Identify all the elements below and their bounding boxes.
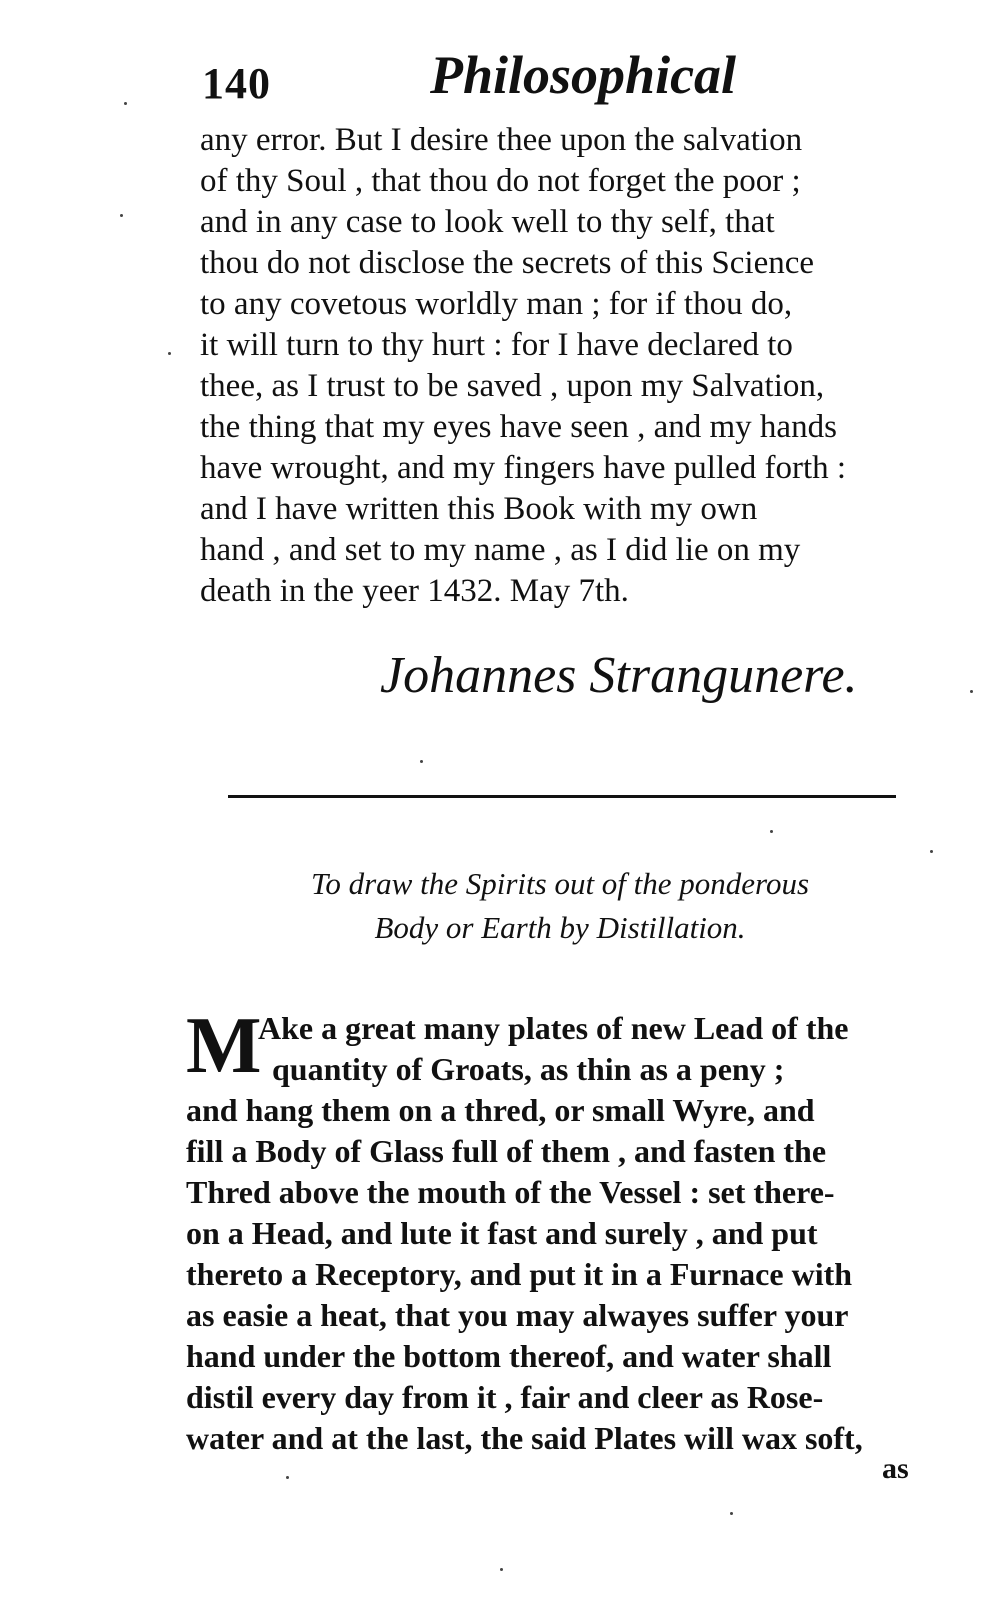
scan-speck <box>420 760 423 763</box>
scan-speck <box>970 690 973 693</box>
scan-speck <box>120 214 123 217</box>
text-line: Thred above the mouth of the Vessel : set there- <box>186 1174 835 1210</box>
text-line: as easie a heat, that you may alwayes suffer your <box>186 1297 849 1333</box>
catchword: as <box>882 1452 909 1485</box>
drop-cap: M <box>186 1002 262 1090</box>
text-line: Ake a great many plates of new Lead of the <box>258 1010 849 1046</box>
text-line: fill a Body of Glass full of them , and fasten the <box>186 1133 827 1169</box>
scan-speck <box>500 1568 503 1571</box>
text-line: on a Head, and lute it fast and surely , and put <box>186 1215 818 1251</box>
section-heading-line: Body or Earth by Distillation. <box>374 910 746 945</box>
text-line: hand under the bottom thereof, and water shall <box>186 1338 832 1374</box>
section-divider <box>228 795 896 798</box>
scan-speck <box>286 1476 289 1479</box>
text-line: have wrought, and my fingers have pulled forth : <box>200 450 847 486</box>
text-line: hand , and set to my name , as I did lie on my <box>200 532 801 568</box>
scan-speck <box>930 850 933 853</box>
scan-speck <box>770 830 773 833</box>
text-line: thereto a Receptory, and put it in a Furnace with <box>186 1256 853 1292</box>
scan-speck <box>730 1512 733 1515</box>
text-line: thee, as I trust to be saved , upon my Salvation, <box>200 368 825 404</box>
text-line: to any covetous worldly man ; for if thou do, <box>200 286 793 322</box>
text-line: and hang them on a thred, or small Wyre, and <box>186 1092 815 1128</box>
text-line: thou do not disclose the secrets of this Science <box>200 245 815 281</box>
section-heading-line: To draw the Spirits out of the ponderous <box>310 866 810 901</box>
text-line: the thing that my eyes have seen , and my hands <box>200 409 837 445</box>
scan-speck <box>124 102 127 105</box>
text-line: and I have written this Book with my own <box>200 491 758 527</box>
text-line: of thy Soul , that thou do not forget the poor ; <box>200 163 801 199</box>
text-line: death in the yeer 1432. May 7th. <box>200 573 629 609</box>
text-line: it will turn to thy hurt : for I have declared to <box>200 327 793 363</box>
text-line: distil every day from it , fair and cleer as Rose- <box>186 1379 824 1415</box>
text-line: and in any case to look well to thy self, that <box>200 204 775 240</box>
text-line: quantity of Groats, as thin as a peny ; <box>272 1051 785 1087</box>
text-line: water and at the last, the said Plates will wax soft, <box>186 1420 863 1456</box>
page-number: 140 <box>202 59 271 108</box>
page-header <box>200 40 940 110</box>
author-signature: Johannes Strangunere. <box>380 647 858 704</box>
scan-speck <box>168 352 171 355</box>
running-title: Philosophical <box>430 45 737 105</box>
text-line: any error. But I desire thee upon the salvation <box>200 122 803 158</box>
